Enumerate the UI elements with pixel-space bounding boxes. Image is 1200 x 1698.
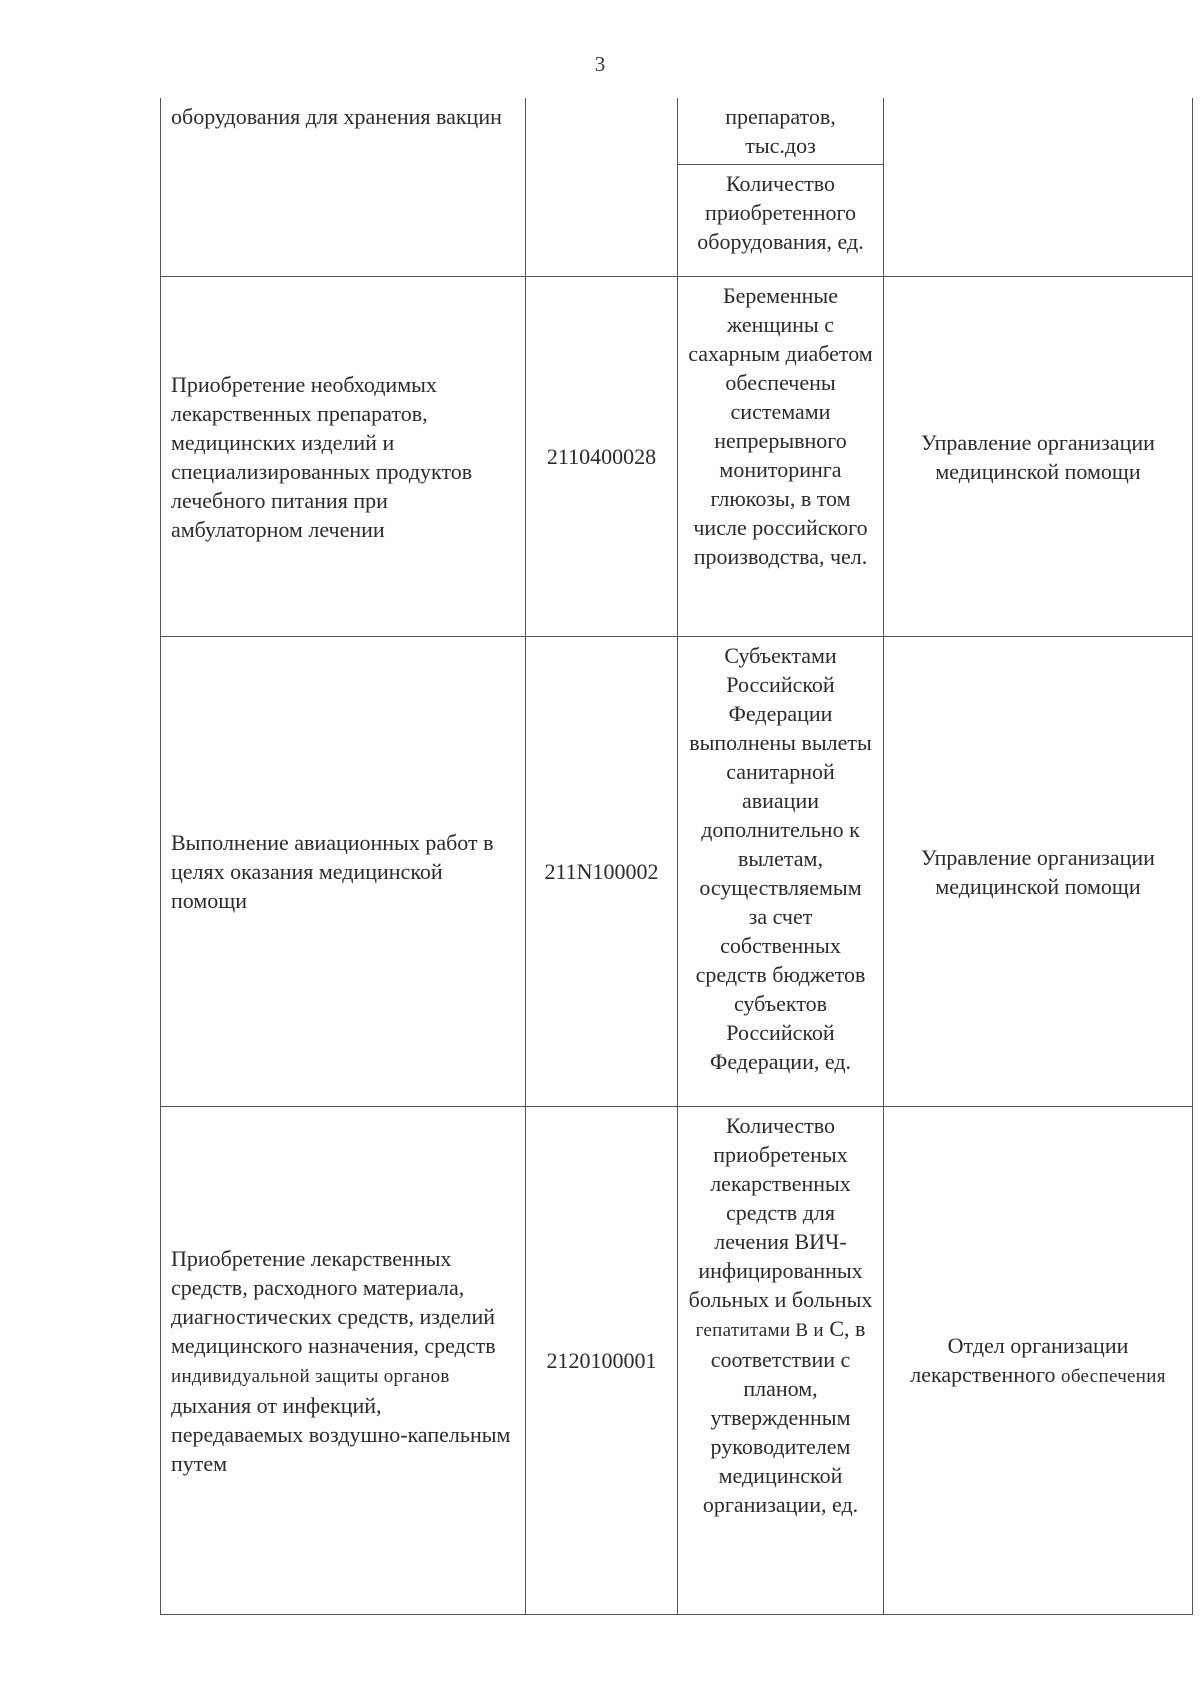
responsible-cell (884, 98, 1193, 277)
indicator-cell (678, 1107, 884, 1615)
measure-name-cell (161, 637, 526, 1107)
indicator-text-small: гепатитами В и (695, 1320, 824, 1341)
table-row (161, 1107, 1193, 1615)
code-cell (526, 277, 678, 637)
measure-name-small: индивидуальной защиты органов (171, 1365, 450, 1387)
measure-code: 2110400028 (546, 444, 657, 469)
measure-name: оборудования для хранения вакцин (171, 104, 502, 129)
measure-name: Выполнение авиационных работ в целях оказания медицинской помощи (171, 830, 494, 913)
table-row (161, 98, 1193, 165)
code-cell (526, 98, 678, 277)
table-row (161, 637, 1193, 1107)
measure-name: Приобретение лекарственных средств, расходного материала, диагностических средств, изделий медицинского назначения, средств (171, 1245, 496, 1358)
measure-name-cell (161, 277, 526, 637)
measure-name-tail: дыхания от инфекций, передаваемых воздушно-капельным путем (171, 1392, 511, 1476)
indicator-cell (678, 165, 884, 277)
measure-name-cell (161, 1107, 526, 1615)
responsible-cell (884, 277, 1193, 637)
responsible-text: Управление организации медицинской помощи (921, 429, 1155, 484)
page-number: 3 (594, 52, 606, 76)
code-cell (526, 1107, 678, 1615)
measure-name-cell (161, 98, 526, 277)
indicator-text: препаратов, тыс.доз (725, 104, 836, 158)
code-cell (526, 637, 678, 1107)
responsible-text: Отдел организации лекарственного (910, 1332, 1129, 1387)
indicator-text: Количество приобретенного оборудования, ед. (697, 171, 864, 254)
responsible-cell (884, 1107, 1193, 1615)
measure-code: 2120100001 (546, 1348, 657, 1373)
indicator-text: Субъектами Российской Федерации выполнены вылеты санитарной авиации дополнительно к вылетам, осуществляемым за счет собственных средств бюджетов субъектов Российской Федерации, ед. (689, 643, 872, 1074)
table-row (161, 277, 1193, 637)
indicator-cell (678, 637, 884, 1107)
measure-name: Приобретение необходимых лекарственных препаратов, медицинских изделий и специализированных продуктов лечебного питания при амбулаторном лечении (171, 371, 473, 542)
responsible-text-small: обеспечения (1061, 1365, 1166, 1387)
measures-table (160, 98, 1193, 1615)
indicator-cell (678, 277, 884, 637)
indicator-text: Количество приобретеных лекарственных средств для лечения ВИЧ-инфицированных больных и больных (688, 1113, 873, 1312)
measure-code: 211N100002 (544, 859, 659, 884)
indicator-text: Беременные женщины с сахарным диабетом обеспечены системами непрерывного мониторинга глюкозы, в том числе российского производства, чел. (688, 283, 873, 569)
responsible-cell (884, 637, 1193, 1107)
indicator-cell (678, 98, 884, 165)
responsible-text: Управление организации медицинской помощи (921, 844, 1155, 899)
indicator-text-tail: С, в соответствии с планом, утвержденным руководителем медицинской организации, ед. (702, 1316, 866, 1517)
